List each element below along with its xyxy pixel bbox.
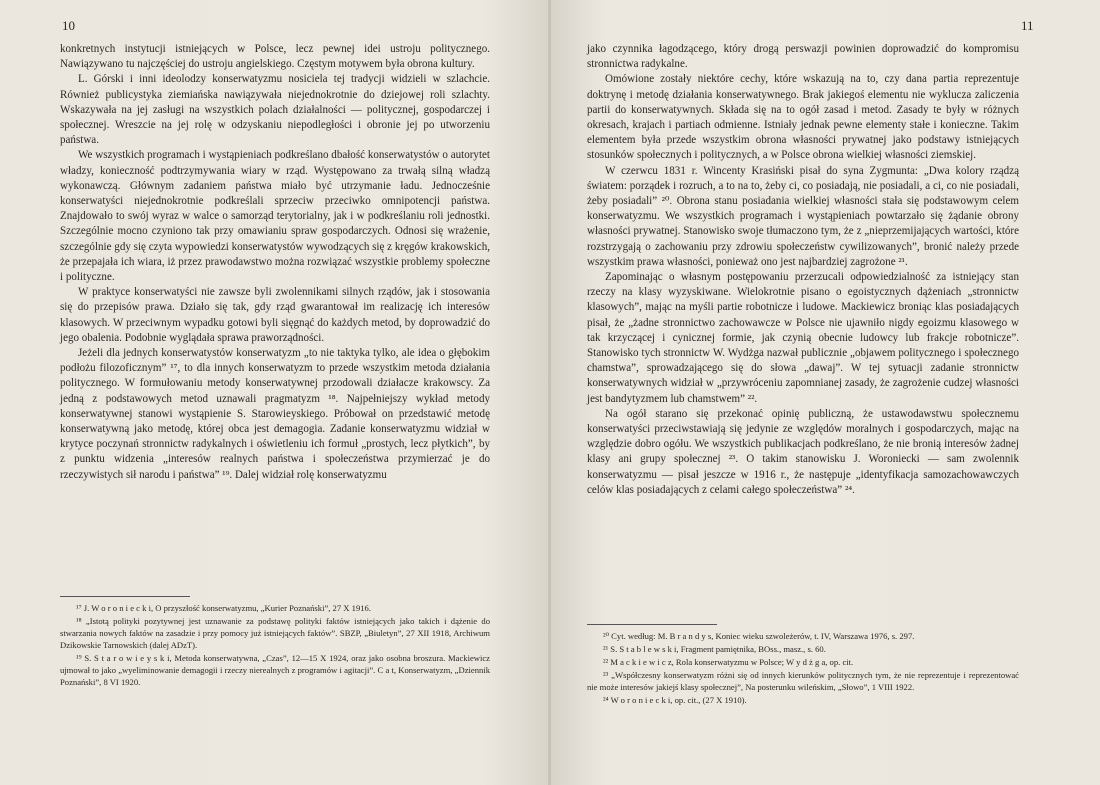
paragraph: Na ogół starano się przekonać opinię publiczną, że ustawodawstwu społecznemu konserwatyści przeciwstawiają się jedynie ze względów moralnych i gospodarczych, mając na względzie dobro ogółu. We wszystkich publikacjach podkreślano, że nie bronią interesów żadnej klasy ani grupy społecznej ²³. O takim stanowisku J. Woroniecki — sam zwolennik konserwatyzmu — pisał jeszcze w 1916 r., że następuje „identyfikacja samozachowawczych celów klas posiadających z celami całego społeczeństwa” ²⁴. <box>587 407 1019 496</box>
paragraph: Omówione zostały niektóre cechy, które wskazują na to, czy dana partia reprezentuje doktrynę i metodę działania konserwatywnego. Brak jakiegoś elementu nie wyklucza zaliczenia partii do konserwatywnych. Składa się na to ogół zasad i metod. Zasady te były w różnych okresach, krajach i partiach odmienne. Istniały jednak pewne elementy stałe i konieczne. Takim elementem była przede wszystkim obrona własności prywatnej jako podstawy istniejących stosunków społecznych i politycznych, a w Polsce obrona wielkiej własności ziemskiej. <box>587 73 1019 162</box>
footnote-rule <box>60 596 190 597</box>
paragraph: Zapominając o własnym postępowaniu przerzucali odpowiedzialność za istniejący stan rzeczy na klasy wyzyskiwane. Wielokrotnie pisano o egoistycznych dążeniach „stronnictw klasowych”, mając na myśli partie robotnicze i ludowe. Mackiewicz broniąc klas posiadających pisał, że „żadne stronnictwo zachowawcze w Polsce nie ujawniło nigdy egoizmu klasowego w tak krzyczącej i cynicznej formie, jak czynią obecnie ludowcy lub frakcje robotnicze”. Stanowisko tych stronnictw W. Wydżga nazwał publicznie „objawem politycznego i społecznego chamstwa”, sprowadzającego się do słowa „dawaj”. W tej sytuacji zadanie stronnictw konserwatywnych widział w „przywróceniu zapomnianej zasady, że zagrożenie cudzej własności jest bandytyzmem lub chamstwem” ²². <box>587 271 1019 405</box>
footnote: ¹⁹ S. S t a r o w i e y s k i, Metoda konserwatywna, „Czas”, 12—15 X 1924, oraz jako osobna broszura. Mackiewicz ujmował to jako „wyeliminowanie demagogii i rzeczy nierealnych z programów i agitacji”. C a t, Konserwatyzm, „Dziennik Poznański”, 8 VI 1920. <box>60 653 490 687</box>
footnote: ¹⁸ „Istotą polityki pozytywnej jest uznawanie za podstawę polityki faktów istniejących jako takich i dążenie do stwarzania nowych faktów na zasadzie i przy pomocy już istniejących faktów”. SBZP, „Biuletyn”, 27 XII 1918, Archiwum Dzikowskie Tarnowskich (dalej ADzT). <box>60 616 490 650</box>
paragraph: jako czynnika łagodzącego, który drogą perswazji powinien doprowadzić do kompromisu stronnictwa radykalne. <box>587 43 1019 71</box>
paragraph: W czerwcu 1831 r. Wincenty Krasiński pisał do syna Zygmunta: „Dwa kolory rządzą światem: porządek i rozruch, a to na to, żeby ci, co posiadają, nie posiadali, a ci, co nie posiadali, żeby posiadali” ²⁰. Obrona stanu posiadania wielkiej własności stała się podstawowym celem konserwatyzmu. We wszystkich programach i wystąpieniach powtarzało się żądanie obrony własności prywatnej. Stanowisko swoje tłumaczono tym, że z „nieprzemijających wartości, które rozstrzygają o zachowaniu przy zdrowiu społeczeństw cywilizowanych”, bronić należy przede wszystkim prawa własności, ponieważ ono jest najbardziej zagrożone ²¹. <box>587 164 1019 268</box>
footnote-rule <box>587 624 717 625</box>
footnote: ²³ „Współczesny konserwatyzm różni się od innych kierunków politycznych tym, że nie reprezentuje i reprezentować nie może interesów jakiejś klasy społecznej”, Na posterunku wileńskim, „Słowo”, 1 VIII 1922. <box>587 670 1019 692</box>
page-number: 10 <box>62 18 75 33</box>
page-number: 11 <box>1021 18 1034 33</box>
body-text <box>60 42 490 483</box>
paragraph: W praktyce konserwatyści nie zawsze byli zwolennikami silnych rządów, jak i stosowania się do przepisów prawa. Działo się tak, gdy rząd gwarantował im realizację ich interesów klasowych. W przeciwnym wypadku gotowi byli sięgnąć do każdych metod, by doprowadzić do jego obalenia. Podobnie wyglądała sprawa praworządności. <box>60 286 490 344</box>
paragraph: We wszystkich programach i wystąpieniach podkreślano dbałość konserwatystów o autorytet władzy, konieczność podtrzymywania wiary w rząd. Występowano za trwałą silną władzą wykonawczą. Głównym zadaniem państwa miało być utrzymanie ładu. Jednocześnie konserwatyści niejednokrotnie podkreślali sprzeciw przeciwko omnipotencji państwa. Znajdowało to swój wyraz w walce o samorząd terytorialny, jak i w podkreślaniu roli jednostki. Szczególnie mocno czyniono tak przy omawianiu spraw gospodarczych. Odnosi się wrażenie, szczególnie gdy się czyta wypowiedzi konserwatystów wywodzących się z kręgów krakowskich, że przepajała ich wiara, iż przez prawodawstwo można rozwiązać wszystkie problemy społeczne i polityczne. <box>60 149 490 284</box>
paragraph: konkretnych instytucji istniejących w Polsce, lecz pewnej idei ustroju politycznego. Nawiązywano tu najczęściej do ustroju angielskiego. Częstym motywem była obrona kultury. <box>60 43 490 71</box>
footnote: ²⁰ Cyt. według: M. B r a n d y s, Koniec wieku szwoleżerów, t. IV, Warszawa 1976, s. 297. <box>603 631 915 641</box>
footnotes <box>60 602 490 689</box>
paragraph: L. Górski i inni ideolodzy konserwatyzmu nosiciela tej tradycji widzieli w szlachcie. Również publicystyka ziemiańska nawiązywała niejednokrotnie do dziejowej roli szlachty. Wskazywała na jej zasługi na wszystkich polach działalności — politycznej, gospodarczej i społecznej. Wreszcie na jej rolę w odzyskaniu niepodległości i obronie jej po utworzeniu państwa. <box>60 73 490 147</box>
paragraph: Jeżeli dla jednych konserwatystów konserwatyzm „to nie taktyka tylko, ale idea o głębokim podłożu filozoficznym” ¹⁷, to dla innych konserwatyzm to przede wszystkim metoda działania politycznego. W formułowaniu metody konserwatywnej przodowali działacze krakowscy. Za jedną z podstawowych metod uznawali pragmatyzm ¹⁸. Najpełniejszy wykład metody konserwatywnej stanowi wystąpienie S. Starowieyskiego. Próbował on przedstawić metodę konserwatywną jako metodę, której obca jest demagogia. Zadanie konserwatyzmu widział w krytyce poczynań stronnictw radykalnych i oświetleniu ich formuł „prostych, lecz płytkich”, by z punktu widzenia „interesów realnych państwa i społeczeństwa przymierzać je do rzeczywistych sił narodu i państwa” ¹⁹. Dalej widział rolę konserwatyzmu <box>60 347 490 481</box>
footnotes <box>587 630 1019 707</box>
footnote: ²¹ S. S t a b l e w s k i, Fragment pamiętnika, BOss., masz., s. 60. <box>603 644 826 654</box>
right-page <box>551 0 1100 785</box>
footnote: ¹⁷ J. W o r o n i e c k i, O przyszłość konserwatyzmu, „Kurier Poznański”, 27 X 1916. <box>76 603 371 613</box>
body-text <box>587 42 1019 498</box>
left-page <box>0 0 549 785</box>
footnote: ²² M a c k i e w i c z, Rola konserwatyzmu w Polsce; W y d ż g a, op. cit. <box>603 657 854 667</box>
footnote: ²⁴ W o r o n i e c k i, op. cit., (27 X 1910). <box>603 695 747 705</box>
